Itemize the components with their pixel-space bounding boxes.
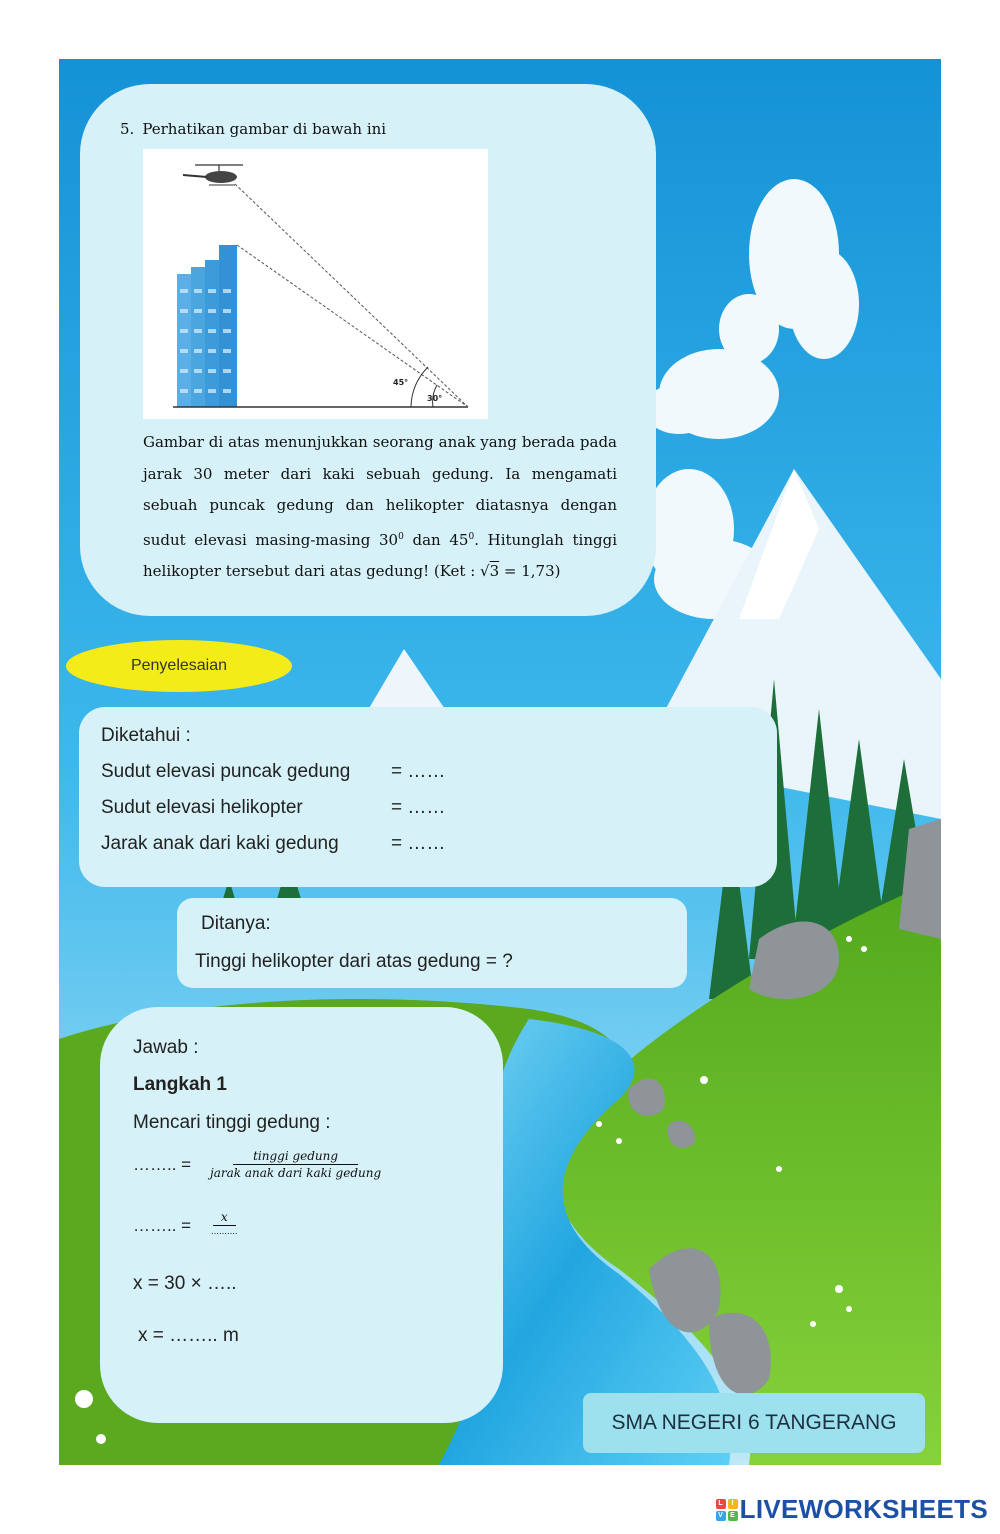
- known-label-building-angle: Sudut elevasi puncak gedung: [101, 761, 351, 782]
- degree-superscript: 0: [398, 531, 404, 542]
- known-value-building-angle[interactable]: = ……: [391, 761, 446, 782]
- school-name-box: [583, 1393, 925, 1453]
- question-heading-text: Perhatikan gambar di bawah ini: [142, 120, 387, 138]
- equation-2-denominator[interactable]: ……….: [211, 1227, 238, 1236]
- known-card: [79, 707, 777, 887]
- logo-letter: I: [728, 1499, 738, 1509]
- known-title: Diketahui :: [101, 725, 191, 746]
- answer-card: [100, 1007, 503, 1423]
- equation-1-fraction: [210, 1149, 381, 1180]
- liveworksheets-logo-icon: [716, 1499, 738, 1521]
- logo-letter: L: [716, 1499, 726, 1509]
- asked-title: Ditanya:: [201, 913, 271, 934]
- equation-1-denominator: jarak anak dari kaki gedung: [210, 1166, 382, 1180]
- equation-1-numerator: tinggi gedung: [233, 1149, 358, 1165]
- question-heading: [120, 120, 394, 138]
- answer-subtitle: Mencari tinggi gedung :: [133, 1112, 331, 1133]
- question-card: [80, 84, 656, 616]
- asked-card: [177, 898, 687, 988]
- equation-3[interactable]: x = 30 × …..: [133, 1273, 237, 1294]
- known-value-distance[interactable]: = ……: [391, 833, 446, 854]
- sqrt-value: 3: [489, 562, 500, 580]
- question-text-part: Gambar di atas menunjukkan seorang anak yang berada pada jarak 30 meter dari kaki sebuah gedung. Ia mengamati sebuah puncak gedung dan helikopter diatasnya dengan sudut elevasi masing-masing 30: [143, 433, 617, 549]
- answer-step: Langkah 1: [133, 1074, 227, 1095]
- question-number: 5.: [120, 120, 135, 138]
- equation-2-fraction: [211, 1210, 238, 1236]
- logo-letter: V: [716, 1511, 726, 1521]
- solution-badge: [66, 640, 292, 692]
- sight-line-helicopter: [235, 184, 468, 407]
- equation-1-blank[interactable]: …….. =: [133, 1155, 192, 1174]
- asked-text: Tinggi helikopter dari atas gedung = ?: [195, 951, 513, 972]
- solution-badge-label: Penyelesaian: [130, 657, 228, 674]
- known-value-helicopter-angle[interactable]: = ……: [391, 797, 446, 818]
- logo-letter: E: [728, 1511, 738, 1521]
- angle-label-30: 30°: [427, 394, 443, 403]
- liveworksheets-brand: LIVEWORKSHEETS: [739, 1494, 988, 1524]
- question-text-part: = 1,73): [499, 562, 561, 580]
- equation-2-blank[interactable]: …….. =: [133, 1216, 192, 1235]
- known-label-distance: Jarak anak dari kaki gedung: [101, 833, 339, 854]
- question-figure: [143, 149, 488, 419]
- sight-line-building: [237, 245, 468, 407]
- school-name: SMA NEGERI 6 TANGERANG: [611, 1411, 897, 1434]
- helicopter-icon: [183, 165, 243, 185]
- question-text: [143, 427, 617, 588]
- liveworksheets-footer[interactable]: [716, 1494, 988, 1525]
- angle-label-45: 45°: [393, 378, 409, 387]
- question-text-part: dan 45: [403, 530, 469, 549]
- answer-title: Jawab :: [133, 1037, 199, 1058]
- question-text-part: . Hitunglah tinggi helikopter tersebut dari atas gedung! (Ket :: [143, 530, 617, 580]
- known-label-helicopter-angle: Sudut elevasi helikopter: [101, 797, 303, 818]
- equation-4[interactable]: x = …….. m: [138, 1325, 239, 1346]
- degree-superscript: 0: [468, 531, 475, 542]
- sqrt-symbol: √: [480, 562, 490, 580]
- building-helicopter-diagram: [143, 149, 488, 419]
- equation-2-numerator: x: [213, 1210, 236, 1226]
- building: [177, 245, 237, 407]
